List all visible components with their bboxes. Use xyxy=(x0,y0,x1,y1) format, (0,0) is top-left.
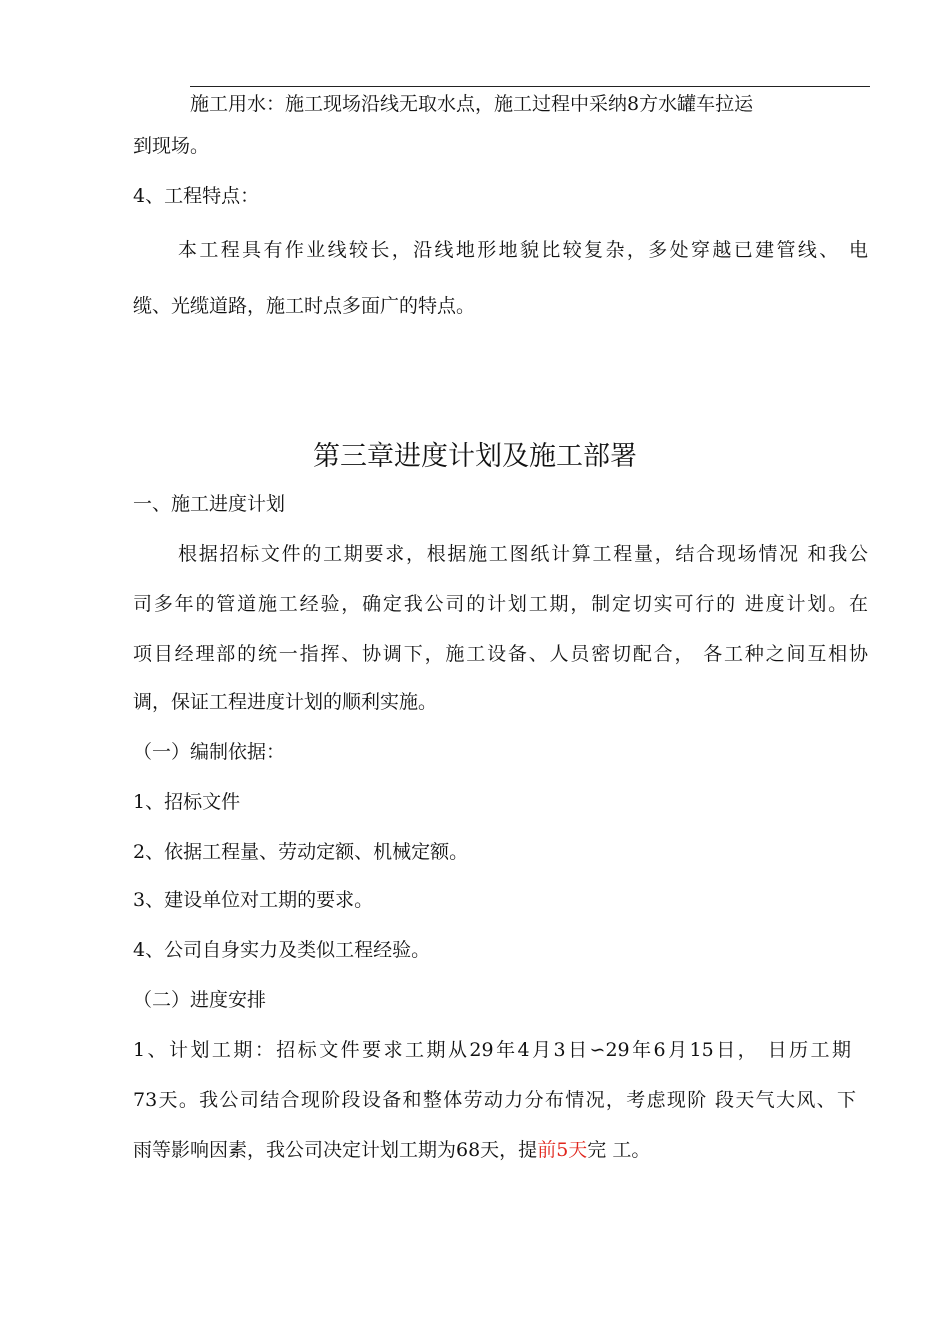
chapter-title: 第三章进度计划及施工部署 xyxy=(313,441,637,472)
paragraph-line: 到现场。 xyxy=(133,135,210,157)
list-item: 3、建设单位对工期的要求。 xyxy=(133,889,374,911)
text-segment: 雨等影响因素，我公司决定计划工期为68天，提 xyxy=(133,1139,538,1161)
header-rule xyxy=(190,86,870,87)
list-item: 1、招标文件 xyxy=(133,791,241,813)
paragraph-line: 调，保证工程进度计划的顺利实施。 xyxy=(133,691,438,713)
paragraph-line: 根据招标文件的工期要求，根据施工图纸计算工程量，结合现场情况 和我公 xyxy=(178,543,868,565)
subsection-heading: （二）进度安排 xyxy=(133,989,267,1011)
paragraph-line: 73天。我公司结合现阶段设备和整体劳动力分布情况，考虑现阶 段天气大风、下 xyxy=(133,1089,856,1111)
paragraph-line: 本工程具有作业线较长，沿线地形地貌比较复杂，多处穿越已建管线、 电 xyxy=(178,239,868,261)
paragraph-line: 项目经理部的统一指挥、协调下，施工设备、人员密切配合， 各工种之间互相协 xyxy=(133,643,868,665)
section-heading: 一、施工进度计划 xyxy=(133,493,286,515)
section-heading: 4、工程特点： xyxy=(133,185,260,207)
list-item: 2、依据工程量、劳动定额、机械定额。 xyxy=(133,841,469,863)
paragraph-line: 缆、光缆道路，施工时点多面广的特点。 xyxy=(133,295,476,317)
paragraph-line: 1、计划工期：招标文件要求工期从29年4月3日∽29年6月15日， 日历工期 xyxy=(133,1039,851,1061)
paragraph-line: 施工用水：施工现场沿线无取水点，施工过程中采纳8方水罐车拉运 xyxy=(190,93,754,115)
subsection-heading: （一）编制依据： xyxy=(133,741,286,763)
highlighted-text: 前5天 xyxy=(537,1139,588,1161)
list-item: 4、公司自身实力及类似工程经验。 xyxy=(133,939,431,961)
paragraph-line: 司多年的管道施工经验，确定我公司的计划工期，制定切实可行的 进度计划。在 xyxy=(133,593,868,615)
paragraph-line xyxy=(133,1138,650,1162)
text-segment: 完 工。 xyxy=(587,1139,651,1161)
